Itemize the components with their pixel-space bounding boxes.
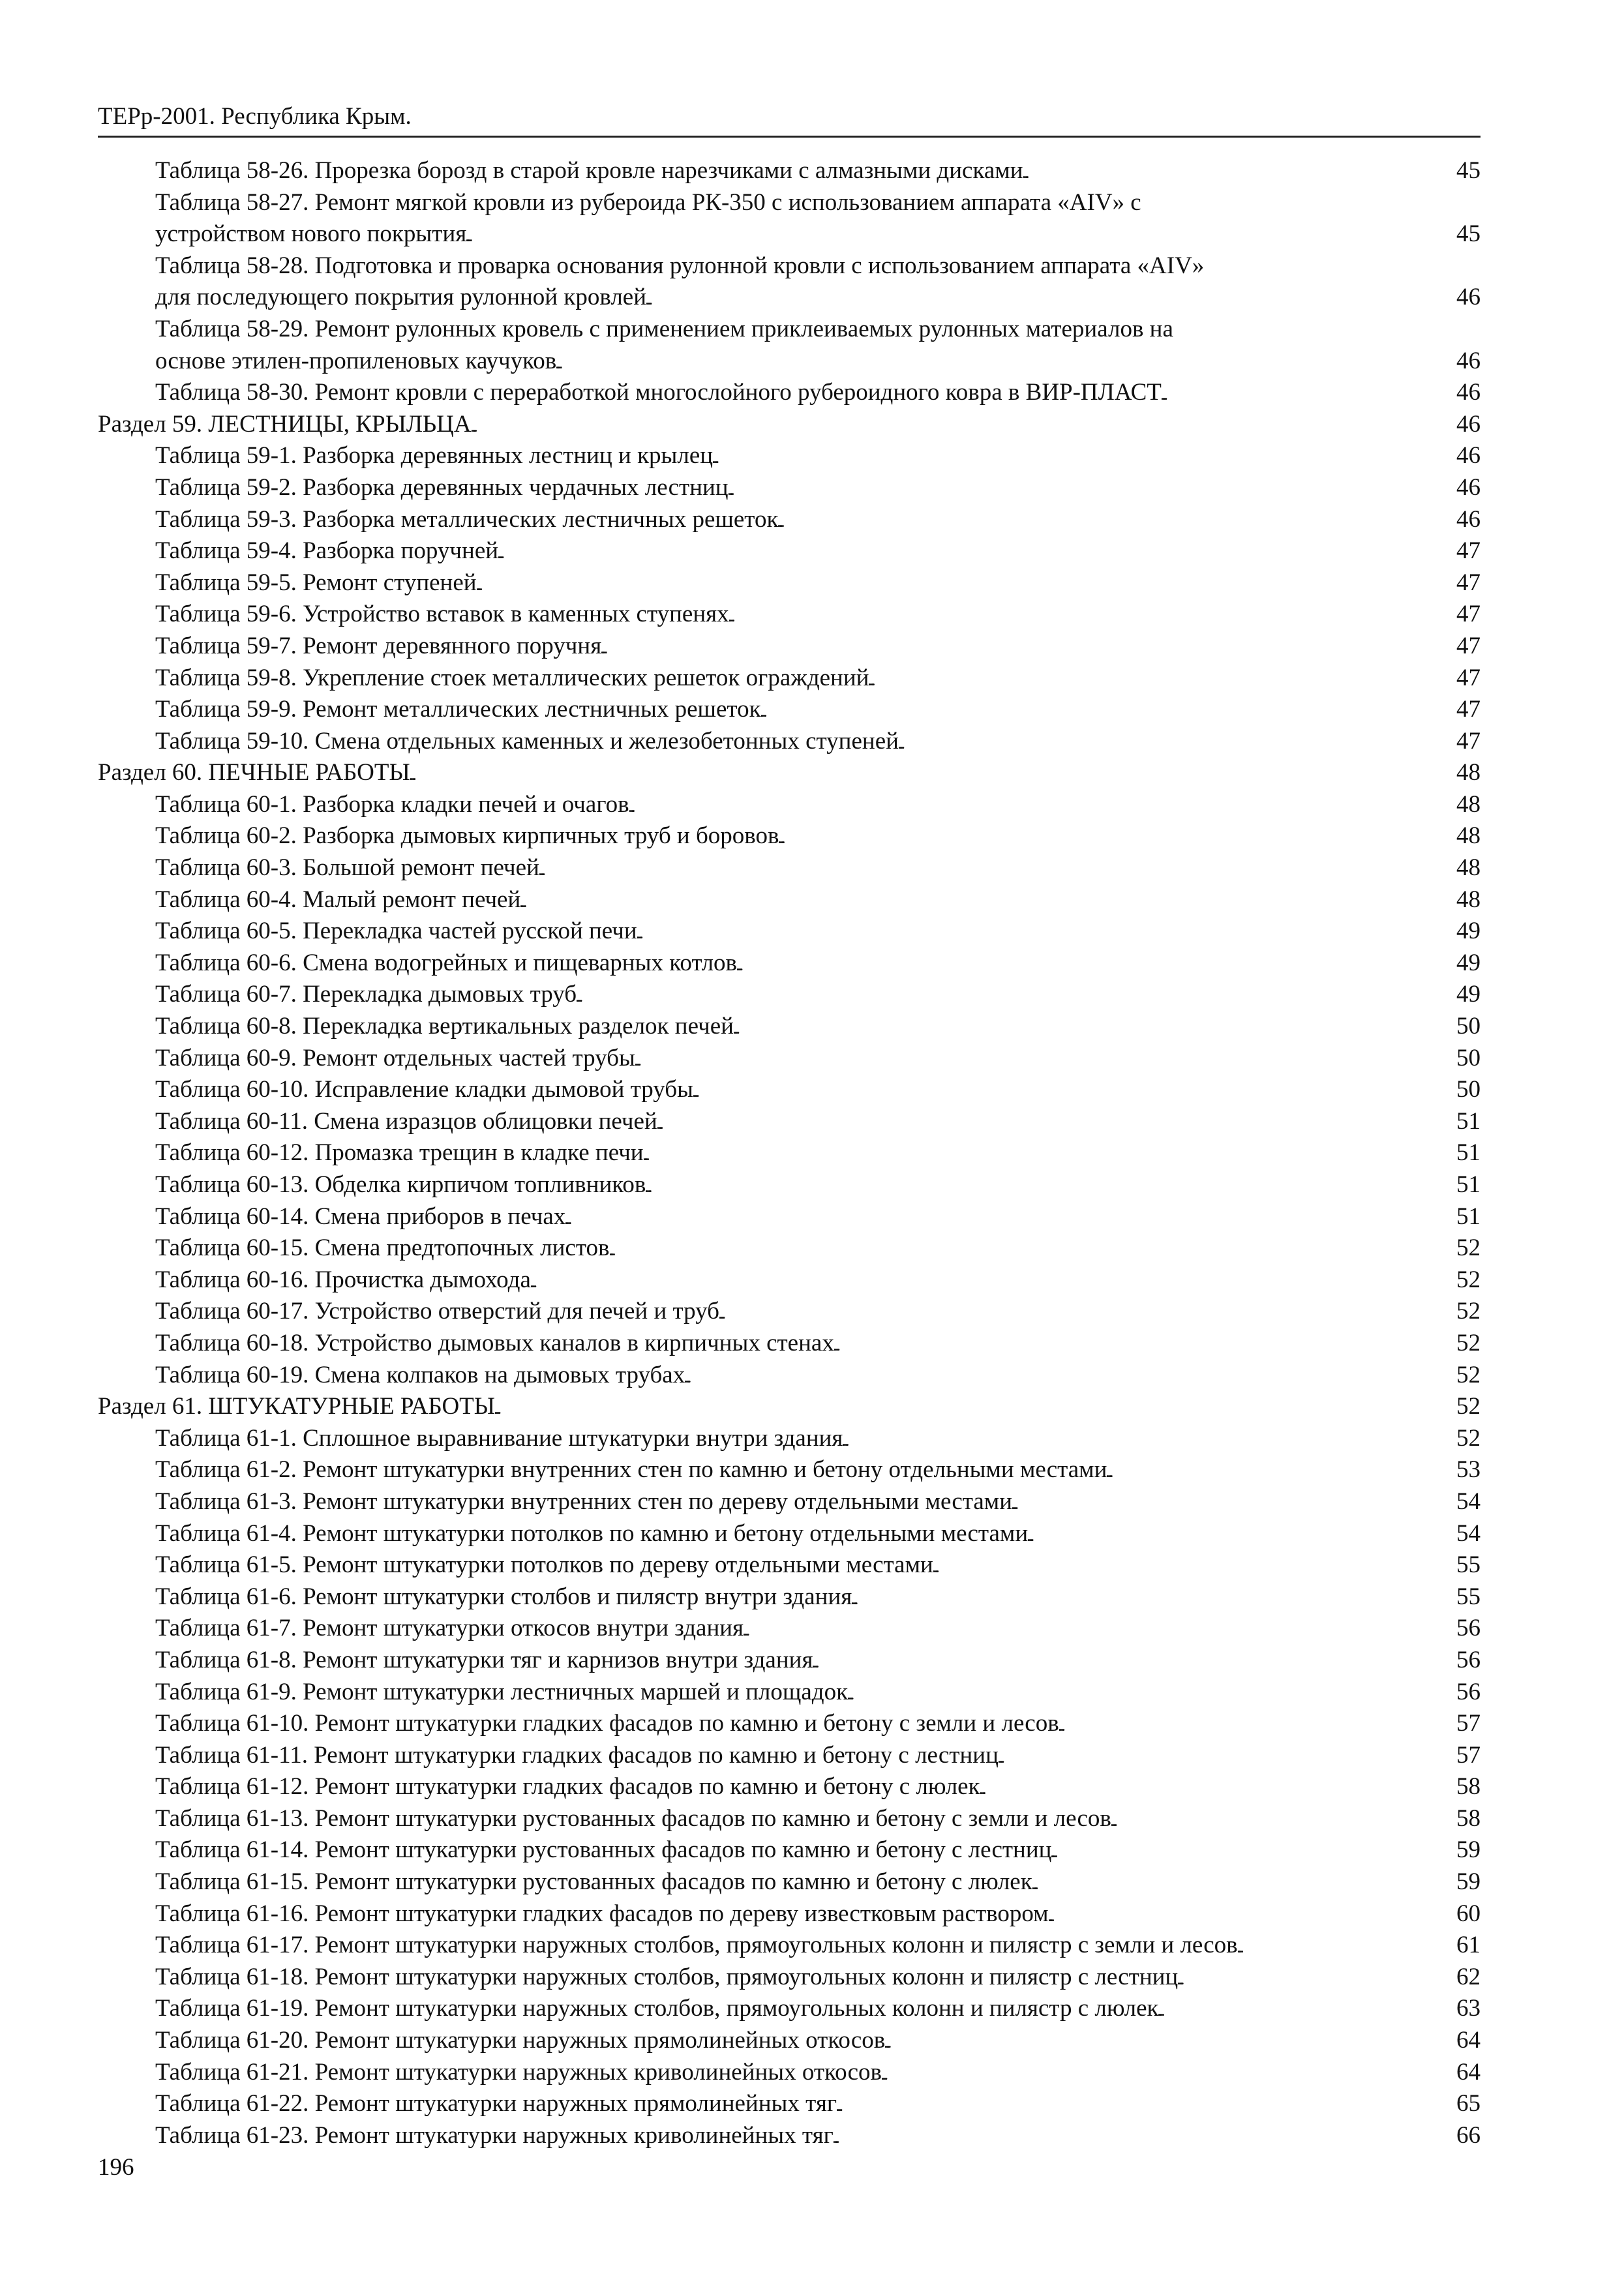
toc-entry-title: Таблица 60-4. Малый ремонт печей xyxy=(155,886,521,913)
toc-entry-title: Таблица 60-18. Устройство дымовых каналов в кирпичных стенах xyxy=(155,1329,834,1356)
table-of-contents xyxy=(98,155,1481,2151)
toc-page-number: 46 xyxy=(1456,410,1481,438)
dot-leader xyxy=(635,1045,1451,1075)
toc-entry-title: Таблица 61-11. Ремонт штукатурки гладких фасадов по камню и бетону с лестниц xyxy=(155,1741,999,1769)
toc-entry-title: Таблица 60-16. Прочистка дымохода xyxy=(155,1266,531,1293)
dot-leader xyxy=(1158,1996,1451,2025)
toc-entry-line[interactable] xyxy=(98,250,1481,282)
toc-entry-line[interactable] xyxy=(98,1360,1481,1392)
toc-entry-title: Таблица 61-14. Ремонт штукатурки рустованных фасадов по камню и бетону с лестниц xyxy=(155,1836,1052,1864)
toc-entry-line[interactable] xyxy=(98,2088,1481,2120)
toc-entry-line[interactable] xyxy=(98,1993,1481,2025)
toc-page-number: 48 xyxy=(1456,886,1481,913)
toc-entry-title: Таблица 60-3. Большой ремонт печей xyxy=(155,854,539,882)
toc-page-number: 48 xyxy=(1456,854,1481,882)
toc-entry-title: Таблица 60-7. Перекладка дымовых труб xyxy=(155,981,577,1008)
toc-entry-title: Таблица 59-4. Разборка поручней xyxy=(155,537,499,565)
dot-leader xyxy=(637,918,1451,948)
toc-page-number: 49 xyxy=(1456,981,1481,1008)
toc-entry-title: Таблица 61-6. Ремонт штукатурки столбов и пилястр внутри здания xyxy=(155,1583,852,1610)
toc-entry-title: Таблица 59-7. Ремонт деревянного поручня xyxy=(155,632,602,659)
toc-page-number: 49 xyxy=(1456,918,1481,945)
dot-leader xyxy=(729,475,1451,504)
dot-leader xyxy=(531,1267,1451,1296)
toc-page-number: 52 xyxy=(1456,1329,1481,1356)
toc-entry-title: Таблица 59-1. Разборка деревянных лестниц и крылец xyxy=(155,442,714,470)
toc-entry-line[interactable] xyxy=(98,1137,1481,1169)
toc-page-number: 47 xyxy=(1456,696,1481,723)
toc-page-number: 46 xyxy=(1456,379,1481,406)
dot-leader xyxy=(852,1584,1451,1613)
toc-page-number: 47 xyxy=(1456,632,1481,659)
dot-leader xyxy=(610,1235,1452,1264)
dot-leader xyxy=(472,411,1451,441)
toc-entry-line[interactable] xyxy=(98,1328,1481,1360)
dot-leader xyxy=(719,1298,1451,1328)
toc-page-number: 47 xyxy=(1456,569,1481,596)
toc-entry-line[interactable] xyxy=(98,1962,1481,1994)
page-number: 196 xyxy=(98,2154,134,2181)
dot-leader xyxy=(744,1615,1451,1645)
toc-page-number: 46 xyxy=(1456,473,1481,501)
toc-entry-line[interactable] xyxy=(98,218,1481,250)
toc-entry-title: Таблица 61-12. Ремонт штукатурки гладких фасадов по камню и бетону с люлек xyxy=(155,1773,980,1801)
dot-leader xyxy=(693,1077,1451,1106)
dot-leader xyxy=(565,1204,1451,1233)
toc-entry-title: Таблица 60-19. Смена колпаков на дымовых трубах xyxy=(155,1361,685,1388)
toc-entry-title: Таблица 61-2. Ремонт штукатурки внутренних стен по камню и бетону отдельными местами xyxy=(155,1456,1107,1484)
toc-entry-line[interactable] xyxy=(98,314,1481,346)
toc-entry-title: Таблица 61-13. Ремонт штукатурки рустованных фасадов по камню и бетону с земли и лесов xyxy=(155,1804,1111,1832)
toc-entry-title: Таблица 61-10. Ремонт штукатурки гладких фасадов по камню и бетону с земли и лесов xyxy=(155,1710,1059,1737)
toc-entry-title: Таблица 61-20. Ремонт штукатурки наружных прямолинейных откосов xyxy=(155,2027,886,2054)
dot-leader xyxy=(834,1330,1451,1360)
toc-page-number: 50 xyxy=(1456,1076,1481,1103)
dot-leader xyxy=(1028,1521,1451,1550)
dot-leader xyxy=(843,1426,1451,1455)
dot-leader xyxy=(885,2027,1451,2057)
dot-leader xyxy=(1051,1837,1451,1866)
dot-leader xyxy=(848,1679,1451,1709)
dot-leader xyxy=(495,1394,1451,1423)
toc-page-number: 56 xyxy=(1456,1615,1481,1642)
toc-entry-title: Таблица 60-11. Смена изразцов облицовки печей xyxy=(155,1107,657,1135)
toc-entry-line[interactable] xyxy=(98,852,1481,884)
toc-entry-title: Таблица 59-10. Смена отдельных каменных и железобетонных ступеней xyxy=(155,727,899,755)
toc-page-number: 65 xyxy=(1456,2090,1481,2117)
dot-leader xyxy=(1162,380,1451,409)
toc-page-number: 46 xyxy=(1456,347,1481,374)
toc-entry-title: Таблица 61-17. Ремонт штукатурки наружных столбов, прямоугольных колонн и пилястр с земли и лесов xyxy=(155,1932,1238,1959)
toc-entry-line[interactable] xyxy=(98,1803,1481,1835)
dot-leader xyxy=(477,570,1451,599)
dot-leader xyxy=(778,507,1451,536)
toc-entry-line[interactable] xyxy=(98,1613,1481,1645)
toc-page-number: 48 xyxy=(1456,822,1481,850)
toc-page-number: 51 xyxy=(1456,1171,1481,1198)
toc-entry-line[interactable] xyxy=(98,1486,1481,1518)
toc-entry-line[interactable] xyxy=(98,631,1481,663)
toc-page-number: 46 xyxy=(1456,505,1481,533)
dot-leader xyxy=(1178,1964,1451,1994)
toc-entry-line[interactable] xyxy=(98,2057,1481,2089)
toc-entry-title: Таблица 60-2. Разборка дымовых кирпичных труб и боровов xyxy=(155,822,779,850)
toc-entry-title: Таблица 61-16. Ремонт штукатурки гладких фасадов по дереву известковым раствором xyxy=(155,1900,1049,1927)
dot-leader xyxy=(1238,1932,1451,1962)
toc-entry-line[interactable] xyxy=(98,1264,1481,1296)
toc-entry-line[interactable] xyxy=(98,1677,1481,1709)
toc-entry-line[interactable] xyxy=(98,694,1481,726)
toc-page-number: 48 xyxy=(1456,759,1481,786)
toc-entry-line[interactable] xyxy=(98,1074,1481,1106)
toc-page-number: 45 xyxy=(1456,220,1481,248)
toc-entry-title: Таблица 60-5. Перекладка частей русской печи xyxy=(155,918,637,945)
toc-entry-line[interactable] xyxy=(98,1898,1481,1930)
dot-leader xyxy=(779,823,1451,852)
toc-page-number: 50 xyxy=(1456,1044,1481,1071)
toc-page-number: 61 xyxy=(1456,1932,1481,1959)
toc-entry-line[interactable] xyxy=(98,663,1481,695)
dot-leader xyxy=(980,1774,1451,1803)
toc-page-number: 58 xyxy=(1456,1773,1481,1801)
toc-entry-line[interactable] xyxy=(98,567,1481,599)
toc-page-number: 59 xyxy=(1456,1868,1481,1896)
toc-entry-line[interactable] xyxy=(98,346,1481,378)
dot-leader xyxy=(410,760,1451,789)
toc-entry-title: Таблица 61-22. Ремонт штукатурки наружных прямолинейных тяг xyxy=(155,2090,837,2117)
toc-page-number: 47 xyxy=(1456,727,1481,755)
toc-entry-title: Таблица 60-6. Смена водогрейных и пищеварных котлов xyxy=(155,949,738,976)
toc-entry-line[interactable] xyxy=(98,1549,1481,1581)
toc-entry-line[interactable] xyxy=(98,884,1481,916)
dot-leader xyxy=(1012,1489,1451,1518)
toc-page-number: 53 xyxy=(1456,1456,1481,1484)
dot-leader xyxy=(737,950,1451,980)
dot-leader xyxy=(1111,1806,1451,1835)
toc-entry-line[interactable] xyxy=(98,1708,1481,1740)
toc-entry-title: Раздел 61. ШТУКАТУРНЫЕ РАБОТЫ xyxy=(98,1393,496,1420)
toc-entry-line[interactable] xyxy=(98,1866,1481,1898)
toc-entry-title: Таблица 61-4. Ремонт штукатурки потолков по камню и бетону отдельными местами xyxy=(155,1519,1029,1547)
toc-entry-title: Таблица 60-13. Обделка кирпичом топливников xyxy=(155,1171,646,1198)
dot-leader xyxy=(646,1172,1451,1201)
toc-entry-line[interactable] xyxy=(98,820,1481,852)
toc-entry-line[interactable] xyxy=(98,1169,1481,1201)
toc-entry-title: Таблица 61-7. Ремонт штукатурки откосов внутри здания xyxy=(155,1615,744,1642)
toc-entry-line[interactable] xyxy=(98,2025,1481,2057)
toc-page-number: 47 xyxy=(1456,537,1481,565)
toc-entry-line[interactable] xyxy=(98,726,1481,758)
dot-leader xyxy=(734,1013,1451,1043)
toc-page-number: 52 xyxy=(1456,1298,1481,1325)
toc-page-number: 56 xyxy=(1456,1646,1481,1673)
toc-page-number: 51 xyxy=(1456,1203,1481,1230)
dot-leader xyxy=(834,2123,1451,2152)
toc-entry-title: Таблица 60-10. Исправление кладки дымовой трубы xyxy=(155,1076,693,1103)
dot-leader xyxy=(1107,1457,1451,1486)
toc-page-number: 54 xyxy=(1456,1488,1481,1515)
toc-entry-line[interactable] xyxy=(98,535,1481,567)
toc-page-number: 64 xyxy=(1456,2058,1481,2086)
toc-page-number: 57 xyxy=(1456,1710,1481,1737)
toc-section-line[interactable] xyxy=(98,409,1481,441)
dot-leader xyxy=(577,981,1451,1011)
toc-entry-line[interactable] xyxy=(98,1233,1481,1264)
toc-entry-title: Таблица 60-17. Устройство отверстий для печей и труб xyxy=(155,1298,719,1325)
toc-entry-line[interactable] xyxy=(98,1106,1481,1138)
toc-page-number: 51 xyxy=(1456,1139,1481,1167)
toc-entry-title: Таблица 61-19. Ремонт штукатурки наружных столбов, прямоугольных колонн и пилястр с люлек xyxy=(155,1995,1159,2022)
toc-page-number: 48 xyxy=(1456,790,1481,818)
toc-page-number: 52 xyxy=(1456,1393,1481,1420)
toc-entry-line[interactable] xyxy=(98,472,1481,504)
toc-entry-title: Таблица 60-12. Промазка трещин в кладке печи xyxy=(155,1139,644,1167)
toc-entry-line[interactable] xyxy=(98,599,1481,631)
toc-section-line[interactable] xyxy=(98,1391,1481,1423)
dot-leader xyxy=(999,1743,1451,1772)
dot-leader xyxy=(933,1552,1451,1581)
toc-entry-title: Таблица 61-5. Ремонт штукатурки потолков по дереву отдельными местами xyxy=(155,1551,933,1579)
dot-leader xyxy=(1023,158,1451,187)
dot-leader xyxy=(869,665,1451,695)
dot-leader xyxy=(629,792,1451,821)
dot-leader xyxy=(882,2059,1451,2089)
toc-entry-line[interactable] xyxy=(98,1771,1481,1803)
toc-page-number: 60 xyxy=(1456,1900,1481,1927)
toc-entry-line[interactable] xyxy=(98,377,1481,409)
toc-page-number: 45 xyxy=(1456,157,1481,184)
toc-entry-title: Таблица 61-18. Ремонт штукатурки наружных столбов, прямоугольных колонн и пилястр с лестниц xyxy=(155,1963,1179,1990)
toc-page-number: 66 xyxy=(1456,2121,1481,2149)
dot-leader xyxy=(657,1109,1451,1138)
dot-leader xyxy=(520,887,1451,916)
dot-leader xyxy=(601,633,1451,663)
toc-entry-title: Раздел 59. ЛЕСТНИЦЫ, КРЫЛЬЦА xyxy=(98,410,472,438)
toc-entry-line[interactable] xyxy=(98,1296,1481,1328)
toc-entry-title: Таблица 58-26. Прорезка борозд в старой кровле нарезчиками с алмазными дисками xyxy=(155,157,1023,184)
toc-entry-line[interactable] xyxy=(98,1454,1481,1486)
dot-leader xyxy=(1059,1711,1451,1740)
toc-entry-title: Таблица 58-27. Ремонт мягкой кровли из рубероида РК-350 с использованием аппарата «AIV» с xyxy=(155,188,1141,216)
toc-entry-title: Таблица 61-15. Ремонт штукатурки рустованных фасадов по камню и бетону с люлек xyxy=(155,1868,1032,1896)
toc-page-number: 51 xyxy=(1456,1107,1481,1135)
dot-leader xyxy=(1032,1869,1451,1898)
toc-page-number: 52 xyxy=(1456,1266,1481,1293)
toc-entry-title: Таблица 58-30. Ремонт кровли с переработкой многослойного рубероидного ковра в ВИР-ПЛАСТ xyxy=(155,379,1162,406)
toc-page-number: 52 xyxy=(1456,1234,1481,1262)
toc-entry-line[interactable] xyxy=(98,1423,1481,1455)
toc-page-number: 50 xyxy=(1456,1013,1481,1040)
toc-entry-line[interactable] xyxy=(98,916,1481,948)
toc-entry-title: Таблица 61-23. Ремонт штукатурки наружных криволинейных тяг xyxy=(155,2121,834,2149)
toc-entry-line[interactable] xyxy=(98,1645,1481,1677)
dot-leader xyxy=(498,538,1451,567)
toc-entry-line[interactable] xyxy=(98,1043,1481,1075)
toc-entry-title: устройством нового покрытия xyxy=(155,220,467,248)
toc-page-number: 55 xyxy=(1456,1551,1481,1579)
toc-entry-line[interactable] xyxy=(98,440,1481,472)
toc-entry-line[interactable] xyxy=(98,789,1481,821)
toc-page-number: 46 xyxy=(1456,442,1481,470)
toc-entry-title: Таблица 59-2. Разборка деревянных чердачных лестниц xyxy=(155,473,729,501)
toc-page-number: 54 xyxy=(1456,1519,1481,1547)
toc-page-number: 64 xyxy=(1456,2027,1481,2054)
toc-page-number: 52 xyxy=(1456,1361,1481,1388)
dot-leader xyxy=(466,221,1451,250)
toc-page-number: 57 xyxy=(1456,1741,1481,1769)
toc-entry-line[interactable] xyxy=(98,1581,1481,1613)
toc-entry-title: Раздел 60. ПЕЧНЫЕ РАБОТЫ xyxy=(98,759,410,786)
toc-entry-title: Таблица 61-1. Сплошное выравнивание штукатурки внутри здания xyxy=(155,1424,843,1452)
toc-section-line[interactable] xyxy=(98,757,1481,789)
toc-entry-title: Таблица 59-8. Укрепление стоек металлических решеток ограждений xyxy=(155,664,869,691)
toc-page-number: 59 xyxy=(1456,1836,1481,1864)
toc-entry-title: Таблица 60-14. Смена приборов в печах xyxy=(155,1203,566,1230)
toc-entry-title: Таблица 60-15. Смена предтопочных листов xyxy=(155,1234,610,1262)
toc-entry-title: Таблица 61-8. Ремонт штукатурки тяг и карнизов внутри здания xyxy=(155,1646,813,1673)
toc-page-number: 58 xyxy=(1456,1804,1481,1832)
toc-page-number: 47 xyxy=(1456,664,1481,691)
dot-leader xyxy=(539,855,1451,884)
toc-entry-title: Таблица 59-9. Ремонт металлических лестничных решеток xyxy=(155,696,761,723)
toc-entry-title: Таблица 60-9. Ремонт отдельных частей трубы xyxy=(155,1044,635,1071)
dot-leader xyxy=(1049,1901,1451,1930)
toc-entry-title: Таблица 61-21. Ремонт штукатурки наружных криволинейных откосов xyxy=(155,2058,882,2086)
toc-entry-line[interactable] xyxy=(98,979,1481,1011)
toc-entry-line[interactable] xyxy=(98,1518,1481,1550)
toc-entry-line[interactable] xyxy=(98,1011,1481,1043)
toc-entry-title: Таблица 59-6. Устройство вставок в каменных ступенях xyxy=(155,601,729,628)
toc-entry-line[interactable] xyxy=(98,1930,1481,1962)
dot-leader xyxy=(899,728,1451,758)
toc-page-number: 63 xyxy=(1456,1995,1481,2022)
toc-entry-line[interactable] xyxy=(98,2120,1481,2152)
dot-leader xyxy=(713,443,1451,472)
toc-entry-line[interactable] xyxy=(98,948,1481,980)
toc-entry-title: для последующего покрытия рулонной кровлей xyxy=(155,284,647,311)
toc-entry-line[interactable] xyxy=(98,1201,1481,1233)
toc-page-number: 52 xyxy=(1456,1424,1481,1452)
toc-entry-line[interactable] xyxy=(98,282,1481,314)
dot-leader xyxy=(644,1140,1451,1169)
toc-page-number: 47 xyxy=(1456,601,1481,628)
toc-entry-title: Таблица 60-8. Перекладка вертикальных разделок печей xyxy=(155,1013,734,1040)
toc-page-number: 49 xyxy=(1456,949,1481,976)
toc-entry-title: Таблица 59-3. Разборка металлических лестничных решеток xyxy=(155,505,779,533)
toc-entry-title: Таблица 58-29. Ремонт рулонных кровель с применением приклеиваемых рулонных материалов на xyxy=(155,315,1173,342)
dot-leader xyxy=(813,1647,1451,1677)
toc-entry-title: Таблица 58-28. Подготовка и проварка основания рулонной кровли с использованием аппарата «AIV» xyxy=(155,252,1205,279)
toc-page-number: 55 xyxy=(1456,1583,1481,1610)
toc-entry-title: основе этилен-пропиленовых каучуков xyxy=(155,347,557,374)
dot-leader xyxy=(761,696,1451,726)
dot-leader xyxy=(837,2091,1451,2120)
toc-entry-title: Таблица 60-1. Разборка кладки печей и очагов xyxy=(155,790,629,818)
toc-entry-line[interactable] xyxy=(98,187,1481,219)
toc-entry-title: Таблица 59-5. Ремонт ступеней xyxy=(155,569,477,596)
dot-leader xyxy=(556,348,1451,378)
toc-entry-line[interactable] xyxy=(98,504,1481,536)
dot-leader xyxy=(729,601,1451,631)
dot-leader xyxy=(685,1362,1451,1392)
toc-page-number: 46 xyxy=(1456,284,1481,311)
toc-entry-title: Таблица 61-9. Ремонт штукатурки лестничных маршей и площадок xyxy=(155,1678,849,1705)
dot-leader xyxy=(646,284,1451,314)
toc-entry-line[interactable] xyxy=(98,1834,1481,1866)
toc-entry-line[interactable] xyxy=(98,1740,1481,1772)
toc-entry-title: Таблица 61-3. Ремонт штукатурки внутренних стен по дереву отдельными местами xyxy=(155,1488,1013,1515)
running-header: ТЕРр-2001. Республика Крым. xyxy=(98,98,1481,138)
toc-page-number: 62 xyxy=(1456,1963,1481,1990)
toc-page-number: 56 xyxy=(1456,1678,1481,1705)
toc-entry-line[interactable] xyxy=(98,155,1481,187)
